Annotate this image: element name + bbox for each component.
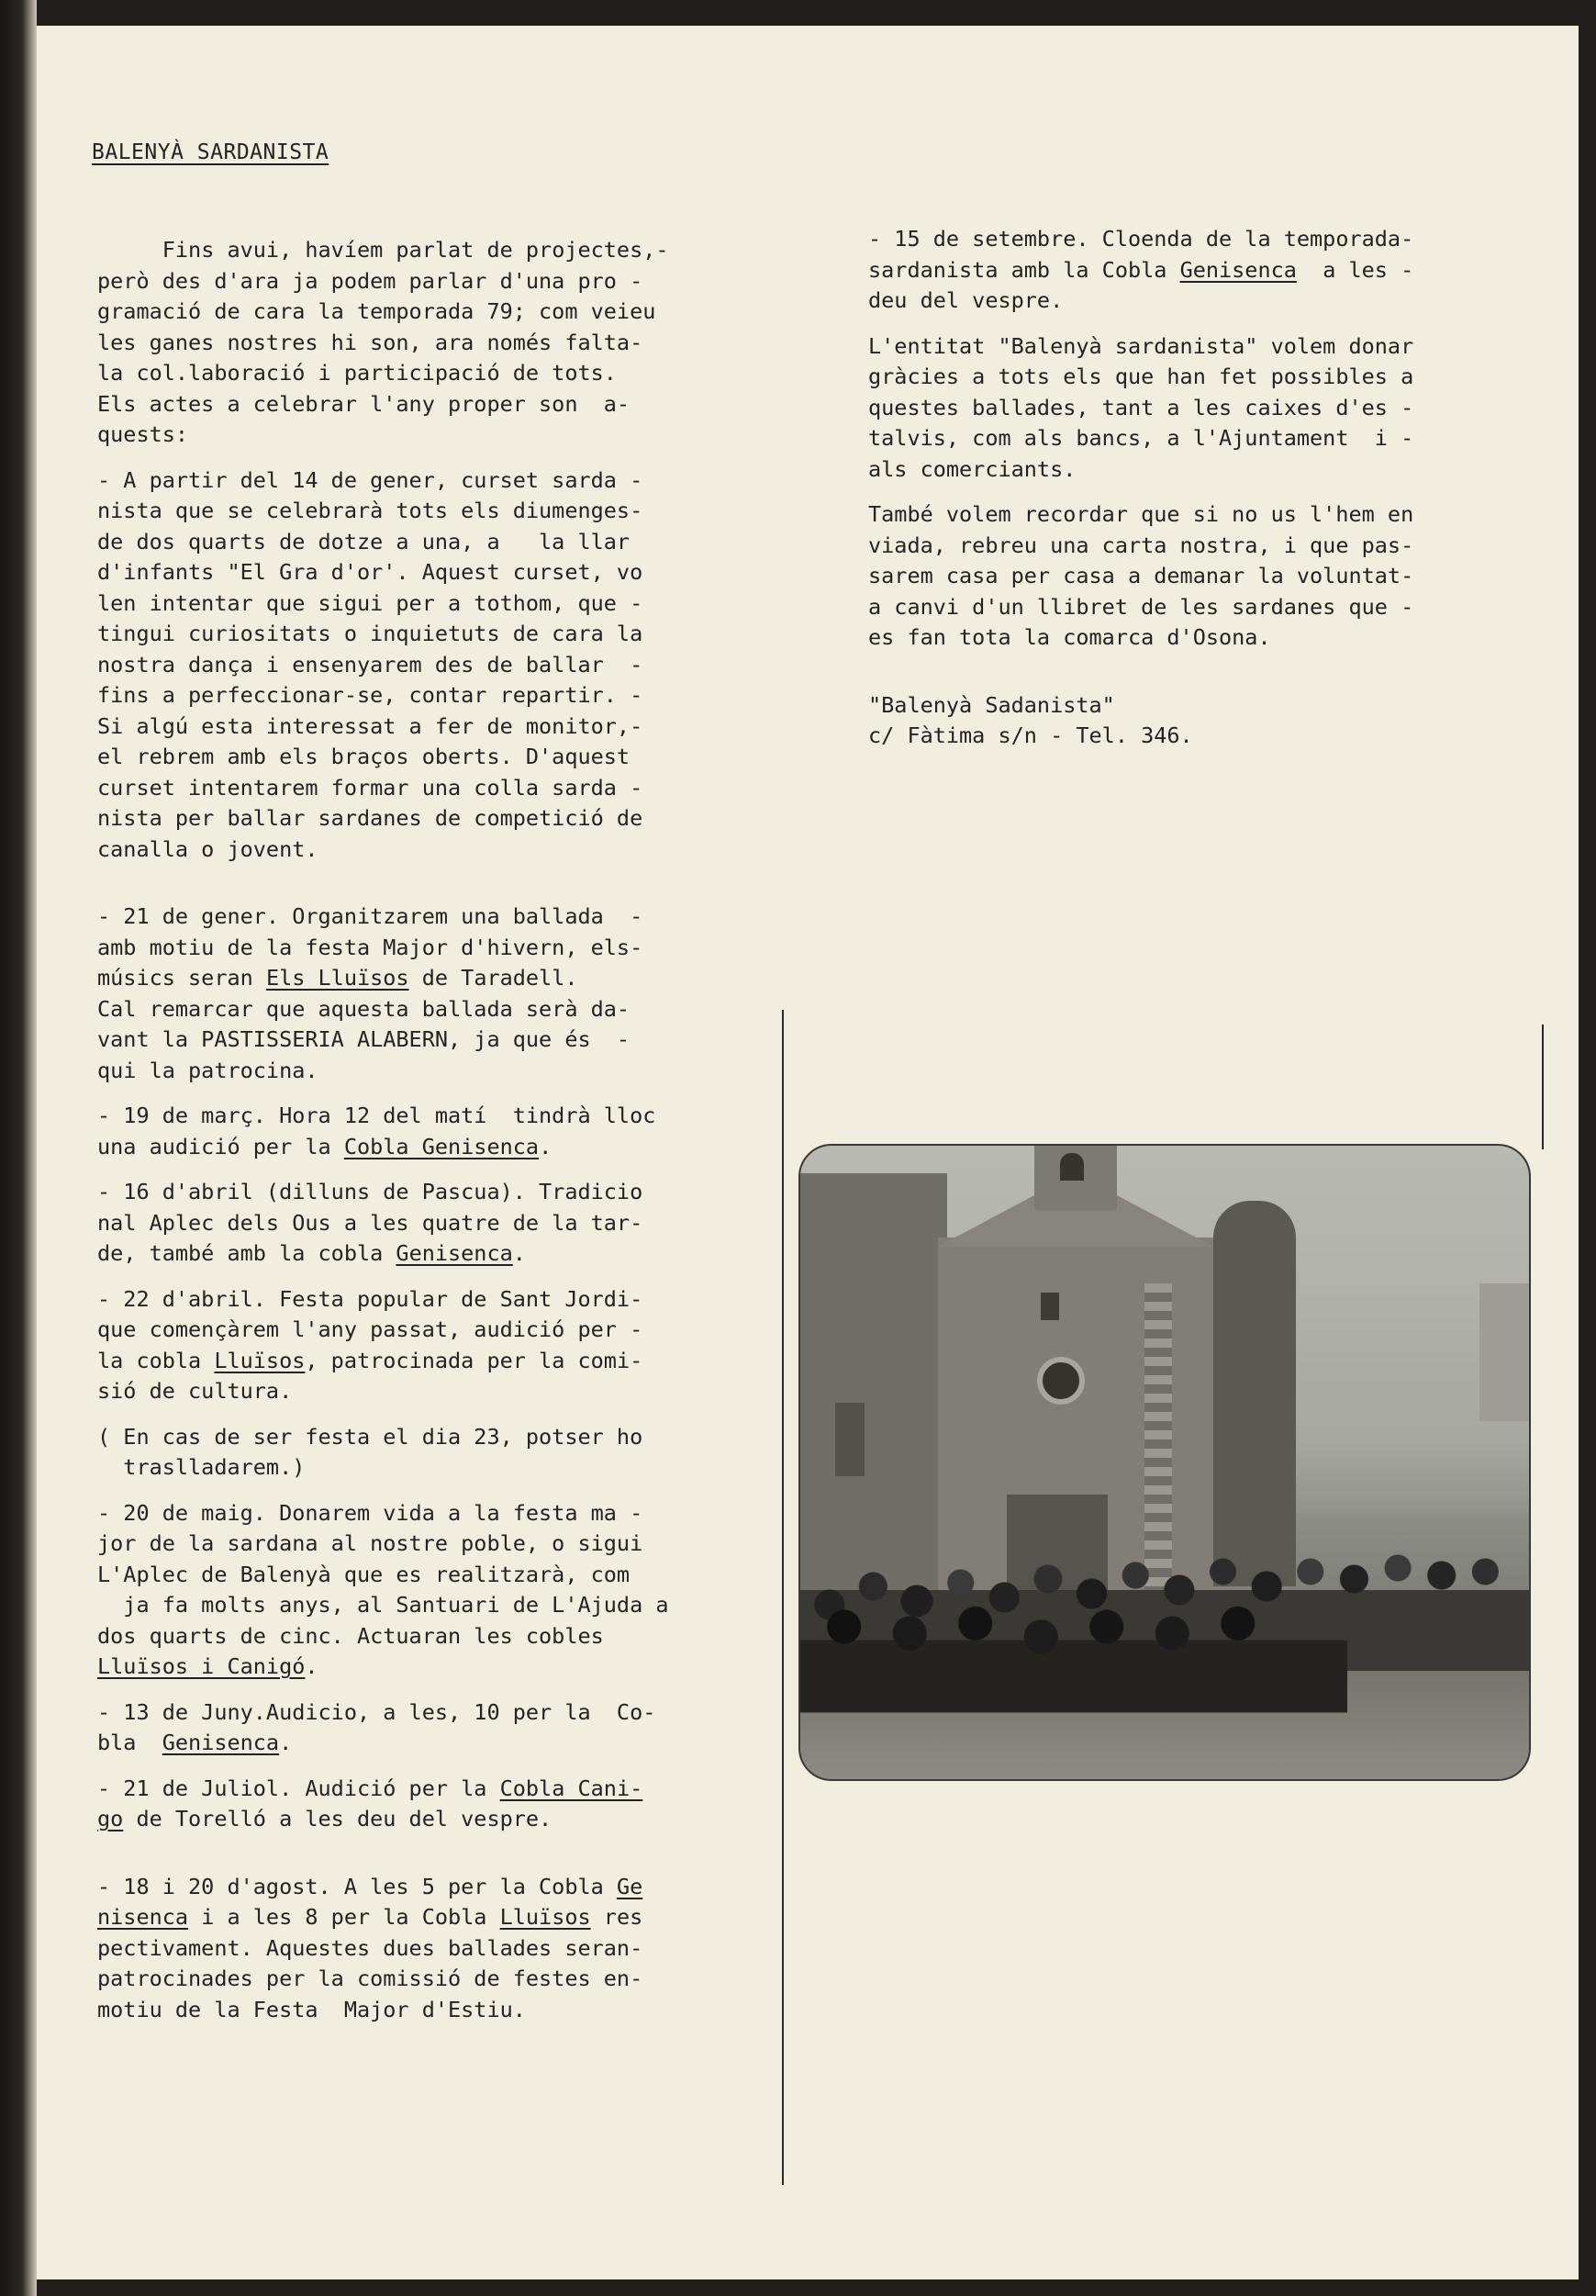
photo-house [1479, 1283, 1531, 1421]
church-crowd-photo [798, 1144, 1531, 1781]
paragraph [97, 1422, 758, 1484]
underlined-name: Els Lluïsos [265, 965, 409, 991]
photo-window [835, 1403, 865, 1476]
underlined-name: Cobla Genisenca [343, 1133, 540, 1159]
text-run: - A partir del 14 de gener, curset sarda - nista que se celebrarà tots els diumenges- de dos quarts de dotze a una, a la llar d'infants "El Gra d'or'. Aquest curset, vo len intentar que sigui per a tothom, que - tingui curiositats o inquietuts de cara la nostra dança i ensenyarem des de ballar - fins a perfeccionar-se, contar repartir. - Si algú esta interessat a fer de monitor,- el rebrem amb els braços oberts. D'aquest curset intentarem formar una colla sarda - nista per ballar sardanes de competició de canalla o jovent. [97, 466, 643, 862]
text-run: de Taradell. Cal remarcar que aquesta ballada serà da- vant la PASTISSERIA ALABERN, ja que és - qui la patrocina. [97, 965, 631, 1083]
paragraph [97, 1774, 758, 1835]
text-run: L'entitat "Balenyà sardanista" volem donar gràcies a tots els que han fet possibles a questes ballades, tant a les caixes d'es - talvis, com als bancs, a l'Ajuntament i - als comerciants. [868, 332, 1414, 482]
right-column [868, 224, 1511, 767]
underlined-name: Lluïsos [214, 1347, 306, 1373]
paragraph [868, 499, 1511, 654]
text-run: - 18 i 20 d'agost. A les 5 per la Cobla [97, 1873, 617, 1899]
text-run: de Torelló a les deu del vespre. [123, 1806, 552, 1831]
underlined-name: Genisenca [162, 1730, 280, 1755]
photo-rose-window [1037, 1357, 1085, 1405]
text-run: . [512, 1240, 526, 1266]
left-column [97, 235, 758, 2040]
text-run: . [539, 1133, 552, 1159]
photo-bell-opening [1060, 1153, 1084, 1181]
paragraph [97, 902, 758, 1086]
paragraph [868, 690, 1511, 752]
text-run: "Balenyà Sadanista" c/ Fàtima s/n - Tel. 346. [868, 691, 1193, 748]
text-run: a les - deu del vespre. [868, 256, 1414, 313]
photo-crowd-front [800, 1577, 1347, 1742]
text-run: - 22 d'abril. Festa popular de Sant Jordi- que començàrem l'any passat, audició per - la cobla [97, 1285, 643, 1373]
book-spine [0, 0, 37, 2296]
right-edge-rule [1542, 1025, 1544, 1149]
paragraph [97, 1101, 758, 1162]
text-run: i a les 8 per la Cobla [188, 1904, 500, 1930]
text-run: - 20 de maig. Donarem vida a la festa ma - jor de la sardana al nostre poble, o sigui L'Aplec de Balenyà que es realitzarà, com ja fa molts anys, al Santuari de L'Ajuda a dos quarts de cinc. Actuaran les cobles [97, 1499, 669, 1649]
paragraph [97, 235, 758, 451]
text-run: - 13 de Juny.Audicio, a les, 10 per la Co- bla [97, 1698, 656, 1755]
paragraph [868, 331, 1511, 486]
text-run: - 21 de gener. Organitzarem una ballada - amb motiu de la festa Major d'hivern, els- músics seran [97, 903, 643, 991]
paragraph [97, 1872, 758, 2026]
photo-window [1041, 1293, 1059, 1320]
paragraph [97, 465, 758, 866]
underlined-name: Ge nisenca [97, 1873, 643, 1930]
text-run: . [305, 1653, 318, 1679]
photo-trees [1213, 1201, 1296, 1586]
underlined-name: Cobla Cani- go [97, 1775, 643, 1831]
text-run: ( En cas de ser festa el dia 23, potser ho traslladarem.) [97, 1423, 643, 1480]
text-run: - 21 de Juliol. Audició per la [97, 1775, 500, 1801]
paragraph [97, 1177, 758, 1270]
text-run: - 19 de març. Hora 12 del matí tindrà lloc una audició per la [97, 1103, 656, 1159]
text-run: , patrocinada per la comi- sió de cultura. [97, 1347, 643, 1404]
article-heading: BALENYÀ SARDANISTA [92, 140, 329, 164]
text-run: Fins avui, havíem parlat de projectes,- però des d'ara ja podem parlar d'una pro - gramació de cara la temporada 79; com veieu les ganes nostres hi son, ara només falta- la col.laboració i participació de tots. Els actes a celebrar l'any proper son a- quests: [97, 237, 669, 447]
underlined-name: Lluïsos i Canigó [97, 1653, 306, 1679]
text-run: També volem recordar que si no us l'hem en viada, rebreu una carta nostra, i que pas- sarem casa per casa a demanar la voluntat- a canvi d'un llibret de les sardanes que - es fan tota la comarca d'Osona. [868, 501, 1414, 650]
text-run: - 15 de setembre. Cloenda de la temporada- sardanista amb la Cobla [868, 226, 1414, 283]
paragraph [97, 1697, 758, 1759]
text-run: . [279, 1730, 293, 1755]
underlined-name: Genisenca [1179, 256, 1297, 283]
text-run: - 16 d'abril (dilluns de Pascua). Tradicio nal Aplec dels Ous a les quatre de la tar- de, també amb la cobla [97, 1179, 643, 1266]
underlined-name: Lluïsos [499, 1904, 591, 1930]
text-run: res pectivament. Aquestes dues ballades seran- patrocinades per la comissió de festes en- motiu de la Festa Major d'Estiu. [97, 1904, 643, 2022]
underlined-name: Genisenca [396, 1240, 513, 1266]
paragraph [97, 1498, 758, 1683]
column-divider [782, 1010, 784, 2185]
paragraph [97, 1284, 758, 1407]
paragraph [868, 224, 1511, 317]
